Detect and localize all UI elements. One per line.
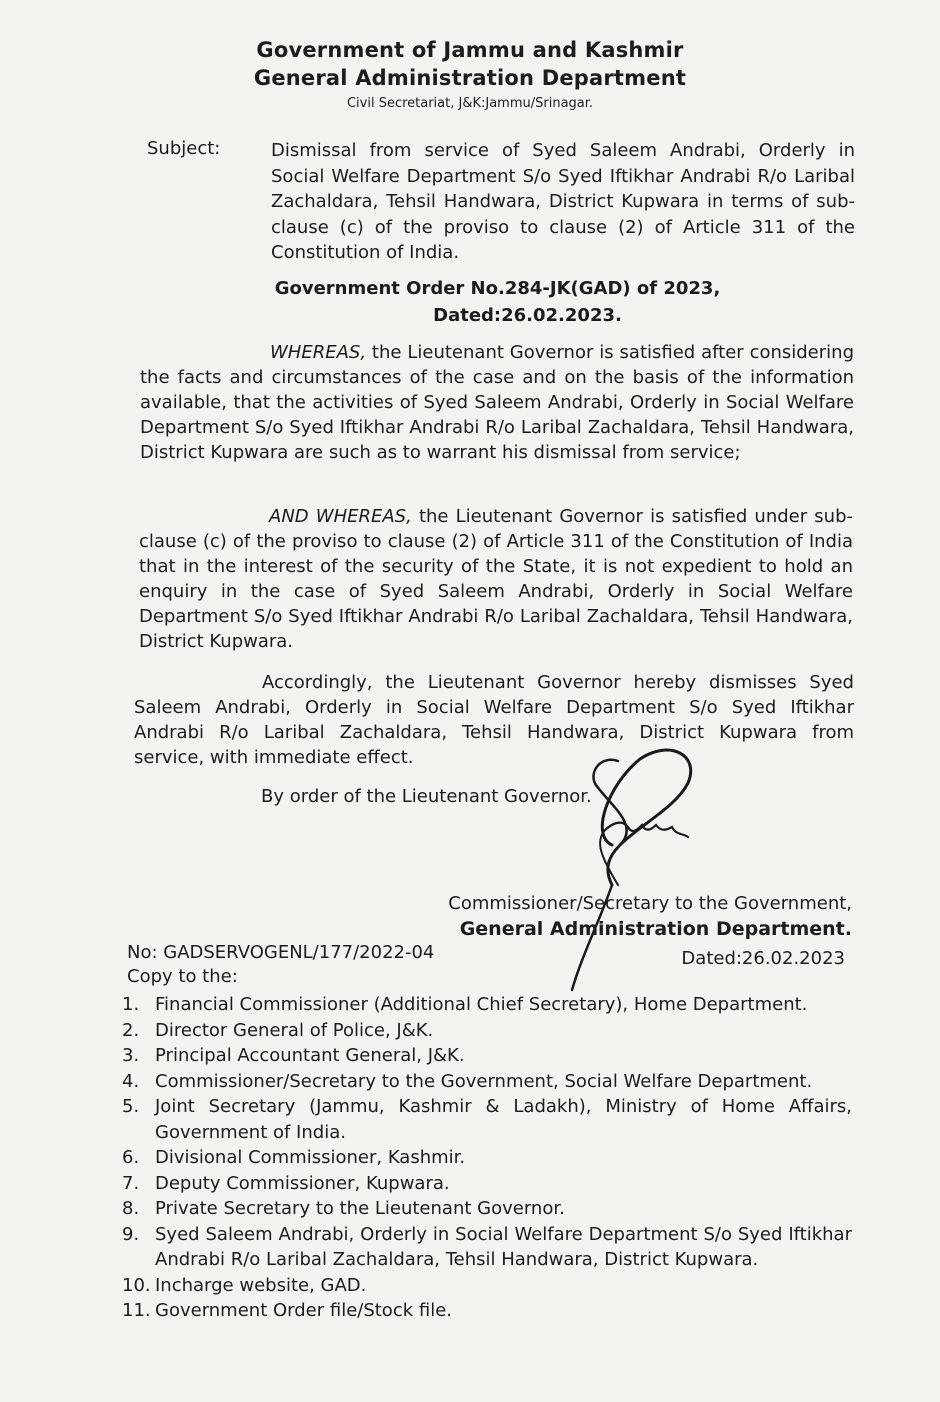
paragraph-accordingly: Accordingly, the Lieutenant Governor hereby dismisses Syed Saleem Andrabi, Orderly in Social Welfare Department S/o Syed Iftikhar Andrabi R/o Laribal Zachaldara, Tehsil Handwara, District Kupwara from service, with immediate effect. <box>134 672 854 768</box>
and-whereas-lead: AND WHEREAS, <box>269 506 412 527</box>
list-item <box>122 1222 852 1273</box>
department-title: General Administration Department <box>253 66 687 90</box>
list-item-number: 8. <box>122 1198 140 1219</box>
list-item-text: Financial Commissioner (Additional Chief Secretary), Home Department. <box>155 994 808 1015</box>
order-date: Dated:26.02.2023. <box>433 305 622 326</box>
list-item <box>122 1094 852 1145</box>
govt-title: Government of Jammu and Kashmir <box>256 38 684 62</box>
whereas-text: the Lieutenant Governor is satisfied after considering the facts and circumstances of the case and on the basis of the information available, that the activities of Syed Saleem Andrabi, Orderly in Social Welfare Department S/o Syed Iftikhar Andrabi R/o Laribal Zachaldara, Tehsil Handwara, District Kupwara are such as to warrant his dismissal from service; <box>140 342 854 463</box>
signatory-department: General Administration Department. <box>459 918 852 940</box>
list-item-text: Director General of Police, J&K. <box>155 1019 434 1041</box>
list-item-number: 1. <box>122 994 140 1015</box>
list-item <box>122 1069 852 1095</box>
list-item-number: 3. <box>122 1045 140 1066</box>
list-item <box>122 1145 852 1171</box>
copy-list <box>122 992 852 1324</box>
list-item-number: 5. <box>122 1096 140 1117</box>
list-item-text: Syed Saleem Andrabi, Orderly in Social Welfare Department S/o Syed Iftikhar Andrabi R/o Laribal Zachaldara, Tehsil Handwara, District Kupwara. <box>155 1223 852 1270</box>
reference-number: No: GADSERVOGENL/177/2022-04 <box>127 942 435 963</box>
list-item <box>122 1171 852 1197</box>
list-item <box>122 1298 852 1324</box>
list-item-number: 6. <box>122 1147 140 1168</box>
list-item-number: 4. <box>122 1070 140 1092</box>
list-item <box>122 1196 852 1222</box>
paragraph-and-whereas <box>139 504 853 654</box>
list-item <box>122 992 852 1018</box>
list-item-text: Incharge website, GAD. <box>155 1274 367 1296</box>
reference-date: Dated:26.02.2023 <box>681 948 845 969</box>
list-item-text: Divisional Commissioner, Kashmir. <box>155 1147 466 1168</box>
copy-to-label: Copy to the: <box>127 966 238 987</box>
list-item <box>122 1018 852 1044</box>
subject-text: Dismissal from service of Syed Saleem Andrabi, Orderly in Social Welfare Department S/o Syed Iftikhar Andrabi R/o Laribal Zachaldara, Tehsil Handwara, District Kupwara in terms of sub-clause (c) of the proviso to clause (2) of Article 311 of the Constitution of India. <box>271 140 855 263</box>
whereas-lead: WHEREAS, <box>270 342 367 363</box>
signatory-designation: Commissioner/Secretary to the Government, <box>448 893 852 914</box>
list-item-text: Deputy Commissioner, Kupwara. <box>155 1172 450 1194</box>
list-item <box>122 1043 852 1069</box>
list-item-text: Commissioner/Secretary to the Government, Social Welfare Department. <box>155 1070 813 1092</box>
list-item-text: Government Order file/Stock file. <box>155 1300 452 1321</box>
handwritten-signature <box>500 745 710 1005</box>
list-item-number: 2. <box>122 1019 140 1041</box>
paragraph-whereas <box>140 340 854 465</box>
by-order-line: By order of the Lieutenant Governor. <box>261 786 592 807</box>
order-number: Government Order No.284-JK(GAD) of 2023, <box>274 278 721 299</box>
subject-label: Subject: <box>147 138 221 159</box>
list-item-number: 7. <box>122 1172 140 1194</box>
list-item-number: 10. <box>122 1274 151 1296</box>
list-item-text: Joint Secretary (Jammu, Kashmir & Ladakh), Ministry of Home Affairs, Government of India. <box>155 1096 852 1143</box>
list-item <box>122 1273 852 1299</box>
list-item-number: 9. <box>122 1223 140 1245</box>
and-whereas-text: the Lieutenant Governor is satisfied under sub-clause (c) of the proviso to clause (2) of Article 311 of the Constitution of India that in the interest of the security of the State, it is not expedient to hold an enquiry in the case of Syed Saleem Andrabi, Orderly in Social Welfare Department S/o Syed Iftikhar Andrabi R/o Laribal Zachaldara, Tehsil Handwara, District Kupwara. <box>139 506 853 652</box>
list-item-number: 11. <box>122 1300 151 1321</box>
list-item-text: Private Secretary to the Lieutenant Governor. <box>155 1198 565 1219</box>
list-item-text: Principal Accountant General, J&K. <box>155 1045 465 1066</box>
office-address: Civil Secretariat, J&K:Jammu/Srinagar. <box>346 96 594 111</box>
